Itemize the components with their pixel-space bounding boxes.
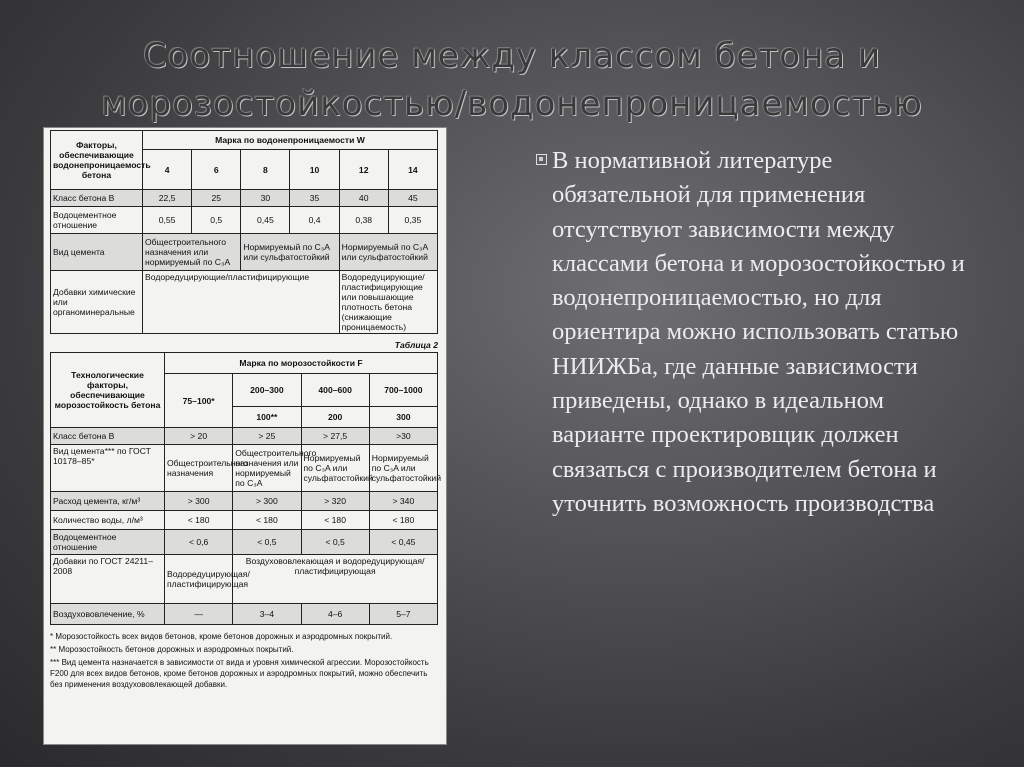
title-line-1: Соотношение между классом бетона и [142,36,882,76]
table-row [51,530,438,555]
cell: < 0,6 [165,530,233,555]
table-2-caption: Таблица 2 [394,340,438,350]
cell: Нормируемый по C₃A или сульфатостойкий [301,445,369,492]
cell: 0,35 [388,207,437,234]
t2-group-header: Марка по морозостойкости F [165,353,438,374]
cell: Водоредуцирующие/пластифицирующие [143,271,340,334]
cell: Нормируемый по C₃A или сульфатостойкий [369,445,437,492]
t2-subgrade: 100** [233,407,301,428]
cell: > 300 [233,492,301,511]
table-row [51,604,438,625]
square-bullet-icon [536,154,547,165]
row-label: Класс бетона В [51,428,165,445]
t1-grade: 12 [339,150,388,190]
row-label: Добавки по ГОСТ 24211–2008 [51,555,165,604]
row-label: Расход цемента, кг/м³ [51,492,165,511]
table-row [51,271,438,334]
row-label: Вид цемента*** по ГОСТ 10178–85* [51,445,165,492]
t1-group-header: Марка по водонепроницаемости W [143,131,438,150]
t2-grade: 700–1000 [369,374,437,407]
cell: 5–7 [369,604,437,625]
cell: Воздухововлекающая и водоредуцирующая/пластифицирующая [233,555,438,604]
table-row [51,428,438,445]
cell: > 25 [233,428,301,445]
cell: > 20 [165,428,233,445]
table-row [51,555,438,604]
cell: 0,55 [143,207,192,234]
table-row [51,445,438,492]
t1-grade: 10 [290,150,339,190]
cell: 45 [388,190,437,207]
cell: Нормируемый по C₃A или сульфатостойкий [241,234,339,271]
cell: Общестроительного назначения или нормируемый по C₃A [233,445,301,492]
footnote: *** Вид цемента назначается в зависимости от вида и уровня химической агрессии. Морозостойкость F200 для всех видов бетонов, кроме бетонов дорожных и аэродромных покрытий, можно обеспечить без применения воздухововлекающей добавки. [50,658,429,689]
cell: 30 [241,190,290,207]
cell: 0,5 [192,207,241,234]
t2-grade: 200–300 [233,374,301,407]
t2-subgrade: 200 [301,407,369,428]
row-label: Воздухововлечение, % [51,604,165,625]
row-label: Класс бетона В [51,190,143,207]
row-label: Добавки химические или органоминеральные [51,271,143,334]
cell: 35 [290,190,339,207]
cell: 3–4 [233,604,301,625]
table-row [51,234,438,271]
title-line-2: морозостойкостью/водонепроницаемостью [101,84,923,124]
cell: > 27,5 [301,428,369,445]
bullet-text: В нормативной литературе обязательной для применения отсутствуют зависимости между классами бетона и морозостойкостью и водонепроницаемостью, но для ориентира можно использовать статью НИИЖБа, где данные зависимости приведены, однако в идеальном варианте проектировщик должен связаться с производителем бетона и уточнить возможность производства [552,147,965,517]
cell: < 180 [301,511,369,530]
footnote: ** Морозостойкость бетонов дорожных и аэродромных покрытий. [50,645,294,654]
cell: 40 [339,190,388,207]
row-label: Водоцементное отношение [51,530,165,555]
cell: — [165,604,233,625]
cell: < 180 [233,511,301,530]
scanned-table-image [44,128,446,744]
t2-grade: 75–100* [165,374,233,428]
table-row [51,207,438,234]
cell: < 0,45 [369,530,437,555]
cell: > 320 [301,492,369,511]
cell: 4–6 [301,604,369,625]
table-footnotes [50,631,438,690]
cell: 0,45 [241,207,290,234]
table-row [51,492,438,511]
cell: < 180 [165,511,233,530]
cell: Водоредуцирующие/пластифицирующие или повышающие плотность бетона (снижающие проницаемость) [339,271,437,334]
cell: 0,4 [290,207,339,234]
row-label: Водоцементное отношение [51,207,143,234]
footnote: * Морозостойкость всех видов бетонов, кроме бетонов дорожных и аэродромных покрытий. [50,632,393,641]
t1-grade: 14 [388,150,437,190]
cell: < 0,5 [301,530,369,555]
cell: 0,38 [339,207,388,234]
t1-grade: 8 [241,150,290,190]
t1-grade: 4 [143,150,192,190]
slide-title [40,32,984,128]
row-label: Вид цемента [51,234,143,271]
cell: > 340 [369,492,437,511]
t2-subgrade: 300 [369,407,437,428]
cell: 25 [192,190,241,207]
cell: > 300 [165,492,233,511]
water-resistance-table [50,130,438,334]
row-label: Количество воды, л/м³ [51,511,165,530]
t1-grade: 6 [192,150,241,190]
table-row [51,511,438,530]
bullet-list [552,144,972,521]
cell: >30 [369,428,437,445]
cell: < 180 [369,511,437,530]
cell: Нормируемый по C₃A или сульфатостойкий [339,234,437,271]
cell: Общестроительного назначения [165,445,233,492]
t2-factor-header: Технологические факторы, обеспечивающие морозостойкость бетона [51,353,165,428]
cell: < 0,5 [233,530,301,555]
t2-grade: 400–600 [301,374,369,407]
table-row [51,190,438,207]
t1-factor-header: Факторы, обеспечивающие водонепроницаемость бетона [51,131,143,190]
frost-resistance-table [50,352,442,625]
cell: Общестроительного назначения или нормируемый по C₃A [143,234,241,271]
cell: Водоредуцирующая/пластифицирующая [165,555,233,604]
cell: 22,5 [143,190,192,207]
